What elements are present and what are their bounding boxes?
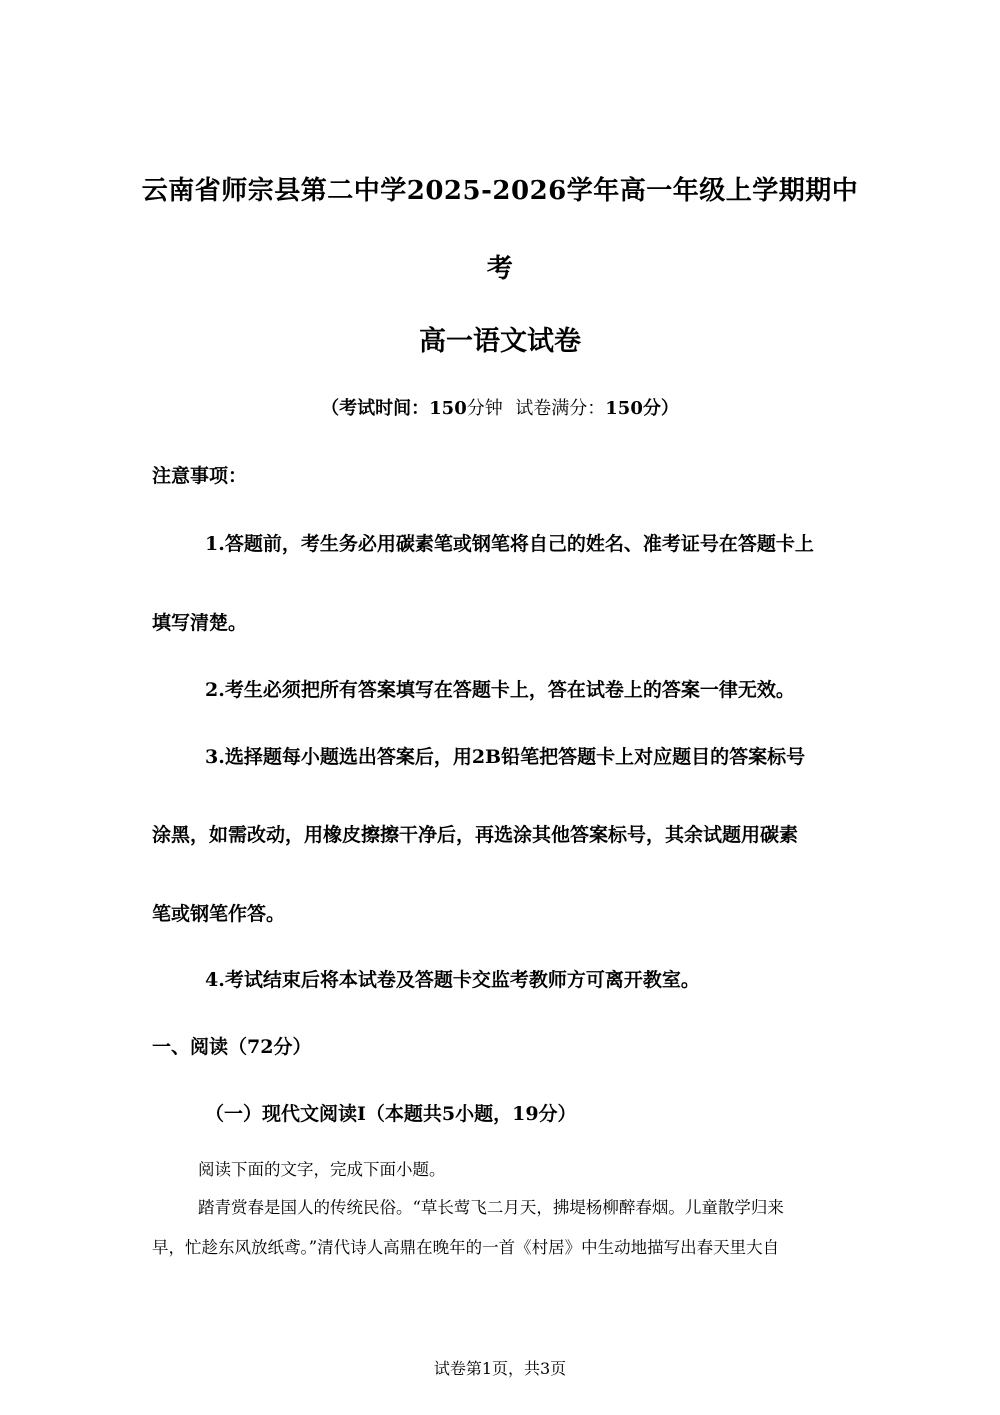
notice-item-4: 4.考试结束后将本试卷及答题卡交监考教师方可离开教室。	[205, 969, 700, 991]
exam-score-value: 150	[605, 398, 643, 419]
reading-paragraph-line1: 踏青赏春是国人的传统民俗。“草长莺飞二月天，拂堤杨柳醉春烟。儿童散学归来	[198, 1198, 784, 1217]
reading-instruction: 阅读下面的文字，完成下面小题。	[198, 1160, 446, 1179]
notice-item-2: 2.考生必须把所有答案填写在答题卡上，答在试卷上的答案一律无效。	[205, 679, 795, 701]
exam-full-label: 试卷满分	[515, 398, 588, 419]
exam-time-value: 150	[429, 398, 467, 419]
exam-info-close: 分）	[642, 398, 679, 419]
exam-subtitle: 高一语文试卷	[419, 326, 581, 357]
page-footer: 试卷第1页，共3页	[433, 1359, 567, 1378]
notice-heading: 注意事项：	[152, 465, 248, 487]
notice-item-1-line2: 填写清楚。	[152, 612, 248, 634]
reading-paragraph-line2: 早，忙趁东风放纸鸢。”清代诗人高鼎在晚年的一首《村居》中生动地描写出春天里大自	[152, 1238, 780, 1257]
exam-time-unit: 分钟	[466, 398, 503, 419]
notice-item-1-line1: 1.答题前，考生务必用碳素笔或钢笔将自己的姓名、准考证号在答题卡上	[205, 533, 814, 555]
subsection-heading-modern-reading: （一）现代文阅读Ⅰ（本题共5小题，19分）	[205, 1103, 577, 1125]
notice-item-3-line2: 涂黑，如需改动，用橡皮擦擦干净后，再选涂其他答案标号，其余试题用碳素	[152, 824, 799, 846]
notice-item-3-line3: 笔或钢笔作答。	[152, 903, 286, 925]
exam-info-open: （考试时间：	[321, 398, 430, 419]
exam-title-line2: 考	[486, 254, 514, 284]
notice-item-3-line1: 3.选择题每小题选出答案后，用2B铅笔把答题卡上对应题目的答案标号	[205, 746, 806, 768]
exam-info-colon: ：	[587, 398, 606, 419]
exam-info	[0, 394, 1000, 420]
section-heading-reading: 一、阅读（72分）	[152, 1036, 312, 1058]
exam-title-line1: 云南省师宗县第二中学2025-2026学年高一年级上学期期中	[141, 176, 859, 206]
